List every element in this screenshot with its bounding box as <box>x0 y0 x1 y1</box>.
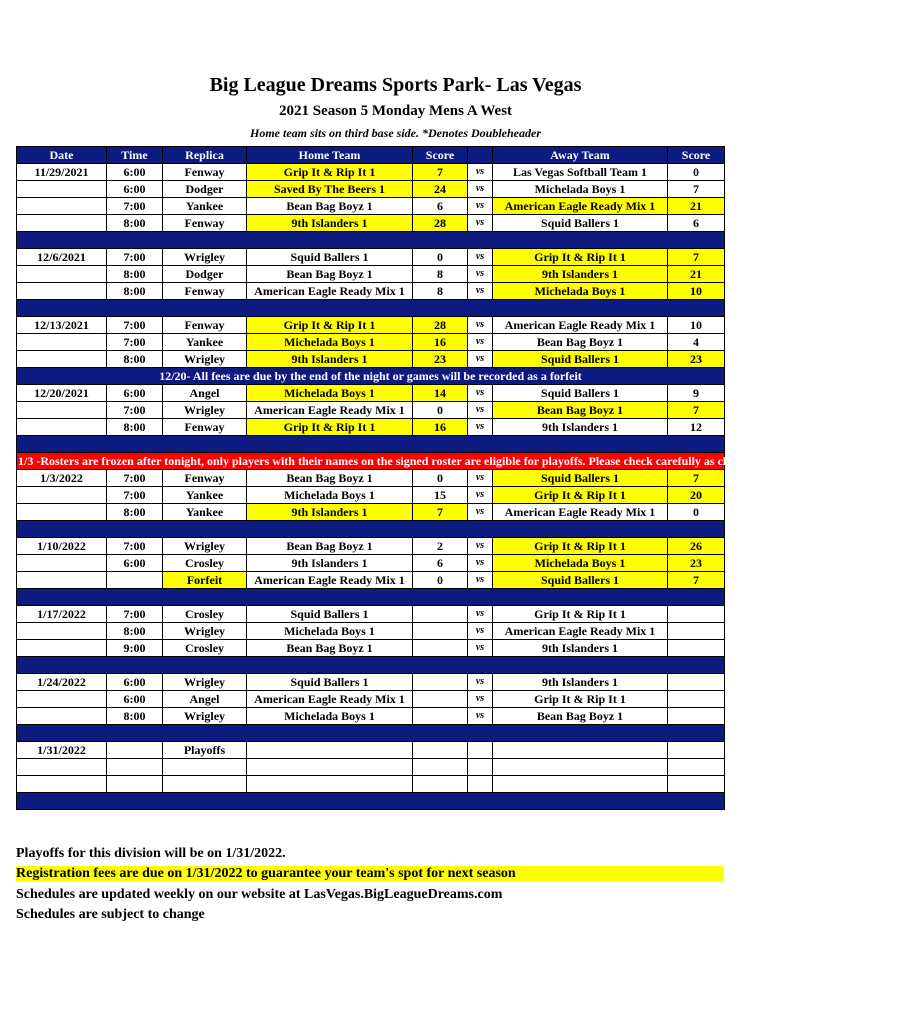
cell-away-team: American Eagle Ready Mix 1 <box>493 317 668 334</box>
cell-away-team: 9th Islanders 1 <box>493 266 668 283</box>
cell-vs: vs <box>468 249 493 266</box>
header-date: Date <box>17 147 107 164</box>
table-row <box>17 198 725 215</box>
table-row <box>17 776 725 793</box>
cell-away-score: 23 <box>668 555 725 572</box>
cell-home-score: 0 <box>413 572 468 589</box>
cell-away-score <box>668 640 725 657</box>
fee-notice-row <box>17 368 725 385</box>
cell-time: 6:00 <box>107 674 163 691</box>
cell-home-team: Bean Bag Boyz 1 <box>247 640 413 657</box>
cell-vs: vs <box>468 555 493 572</box>
cell-time: 8:00 <box>107 708 163 725</box>
cell-replica: Wrigley <box>163 674 247 691</box>
table-row <box>17 538 725 555</box>
cell-replica: Crosley <box>163 640 247 657</box>
roster-alert-row <box>17 453 725 470</box>
cell-replica: Fenway <box>163 164 247 181</box>
cell-replica: Forfeit <box>163 572 247 589</box>
cell-away-score: 21 <box>668 198 725 215</box>
separator-cell <box>17 300 725 317</box>
cell-time: 6:00 <box>107 164 163 181</box>
table-row <box>17 708 725 725</box>
cell-home-team: American Eagle Ready Mix 1 <box>247 691 413 708</box>
separator-cell <box>17 657 725 674</box>
cell-time <box>107 776 163 793</box>
cell-home-score: 0 <box>413 402 468 419</box>
cell-home-team: Michelada Boys 1 <box>247 487 413 504</box>
cell-home-team <box>247 759 413 776</box>
cell-vs: vs <box>468 708 493 725</box>
cell-vs: vs <box>468 181 493 198</box>
cell-away-team: Bean Bag Boyz 1 <box>493 334 668 351</box>
cell-vs: vs <box>468 198 493 215</box>
cell-home-score: 8 <box>413 283 468 300</box>
cell-time: 8:00 <box>107 351 163 368</box>
table-row <box>17 385 725 402</box>
cell-time: 7:00 <box>107 198 163 215</box>
page-subtitle: 2021 Season 5 Monday Mens A West <box>278 103 513 119</box>
cell-home-team: Squid Ballers 1 <box>247 249 413 266</box>
separator-row <box>17 793 725 810</box>
cell-away-score <box>668 606 725 623</box>
cell-time: 8:00 <box>107 504 163 521</box>
cell-home-team: Squid Ballers 1 <box>247 606 413 623</box>
table-row <box>17 181 725 198</box>
cell-home-team: American Eagle Ready Mix 1 <box>247 572 413 589</box>
separator-row <box>17 725 725 742</box>
cell-away-score: 21 <box>668 266 725 283</box>
cell-away-score <box>668 691 725 708</box>
footer-website: Schedules are updated weekly on our website at LasVegas.BigLeagueDreams.com <box>16 887 503 902</box>
cell-date: 12/6/2021 <box>17 249 107 266</box>
cell-vs: vs <box>468 317 493 334</box>
cell-time: 9:00 <box>107 640 163 657</box>
cell-home-team: Bean Bag Boyz 1 <box>247 538 413 555</box>
cell-away-team: 9th Islanders 1 <box>493 419 668 436</box>
cell-away-score: 9 <box>668 385 725 402</box>
cell-date <box>17 198 107 215</box>
cell-away-team: American Eagle Ready Mix 1 <box>493 504 668 521</box>
cell-vs <box>468 759 493 776</box>
cell-time: 7:00 <box>107 334 163 351</box>
cell-home-score: 23 <box>413 351 468 368</box>
cell-vs: vs <box>468 351 493 368</box>
cell-away-team <box>493 759 668 776</box>
cell-home-team: Bean Bag Boyz 1 <box>247 470 413 487</box>
cell-replica <box>163 759 247 776</box>
separator-row <box>17 300 725 317</box>
cell-away-score <box>668 623 725 640</box>
cell-date: 12/13/2021 <box>17 317 107 334</box>
separator-cell <box>17 232 725 249</box>
cell-time: 8:00 <box>107 266 163 283</box>
cell-replica: Wrigley <box>163 351 247 368</box>
cell-home-score <box>413 776 468 793</box>
cell-home-score <box>413 674 468 691</box>
separator-row <box>17 589 725 606</box>
footer-change: Schedules are subject to change <box>16 907 205 922</box>
cell-home-team: American Eagle Ready Mix 1 <box>247 402 413 419</box>
table-row <box>17 759 725 776</box>
cell-time: 6:00 <box>107 555 163 572</box>
cell-away-team: Bean Bag Boyz 1 <box>493 402 668 419</box>
cell-home-score: 6 <box>413 198 468 215</box>
cell-home-team: Michelada Boys 1 <box>247 385 413 402</box>
cell-home-score: 28 <box>413 215 468 232</box>
cell-home-score: 16 <box>413 334 468 351</box>
cell-date <box>17 640 107 657</box>
cell-date <box>17 691 107 708</box>
page-title: Big League Dreams Sports Park- Las Vegas <box>209 74 582 96</box>
cell-away-team: Michelada Boys 1 <box>493 283 668 300</box>
cell-away-score: 10 <box>668 317 725 334</box>
roster-alert-text: 1/3 -Rosters are frozen after tonight, only players with their names on the signed roster are eligible for playoffs. Please check carefully as changes will not be made for omissions. <box>18 454 919 468</box>
table-row <box>17 317 725 334</box>
cell-vs: vs <box>468 215 493 232</box>
cell-replica: Fenway <box>163 215 247 232</box>
cell-home-score: 16 <box>413 419 468 436</box>
cell-home-score <box>413 606 468 623</box>
cell-replica: Yankee <box>163 487 247 504</box>
cell-date <box>17 708 107 725</box>
table-row <box>17 283 725 300</box>
table-row <box>17 249 725 266</box>
header-replica: Replica <box>163 147 247 164</box>
table-row <box>17 674 725 691</box>
cell-home-score <box>413 708 468 725</box>
cell-away-score: 7 <box>668 181 725 198</box>
cell-away-score <box>668 674 725 691</box>
cell-time: 7:00 <box>107 317 163 334</box>
cell-replica: Wrigley <box>163 402 247 419</box>
cell-home-team: Saved By The Beers 1 <box>247 181 413 198</box>
cell-away-team: Michelada Boys 1 <box>493 555 668 572</box>
separator-row <box>17 657 725 674</box>
cell-away-score <box>668 776 725 793</box>
cell-date <box>17 487 107 504</box>
separator-cell <box>17 589 725 606</box>
cell-away-team: American Eagle Ready Mix 1 <box>493 623 668 640</box>
cell-away-score: 10 <box>668 283 725 300</box>
cell-away-score <box>668 708 725 725</box>
cell-time: 6:00 <box>107 691 163 708</box>
separator-row <box>17 232 725 249</box>
table-row <box>17 402 725 419</box>
cell-vs: vs <box>468 623 493 640</box>
table-row <box>17 215 725 232</box>
header-away-score: Score <box>668 147 725 164</box>
cell-away-team: Squid Ballers 1 <box>493 215 668 232</box>
page-note: Home team sits on third base side. *Denotes Doubleheader <box>250 126 541 140</box>
cell-date <box>17 351 107 368</box>
cell-away-team <box>493 742 668 759</box>
cell-vs: vs <box>468 470 493 487</box>
cell-away-score: 12 <box>668 419 725 436</box>
cell-time: 8:00 <box>107 623 163 640</box>
cell-away-score: 23 <box>668 351 725 368</box>
cell-home-team: Grip It & Rip It 1 <box>247 317 413 334</box>
table-row <box>17 606 725 623</box>
cell-vs: vs <box>468 691 493 708</box>
cell-away-team: 9th Islanders 1 <box>493 640 668 657</box>
cell-replica: Yankee <box>163 504 247 521</box>
cell-time <box>107 742 163 759</box>
cell-replica: Dodger <box>163 181 247 198</box>
cell-away-team: Squid Ballers 1 <box>493 470 668 487</box>
cell-vs: vs <box>468 504 493 521</box>
cell-vs: vs <box>468 266 493 283</box>
cell-replica: Playoffs <box>163 742 247 759</box>
cell-home-score: 28 <box>413 317 468 334</box>
cell-home-score <box>413 759 468 776</box>
cell-time: 8:00 <box>107 419 163 436</box>
cell-date: 1/10/2022 <box>17 538 107 555</box>
header-away-team: Away Team <box>493 147 668 164</box>
table-header-row <box>17 147 725 164</box>
cell-home-team: Bean Bag Boyz 1 <box>247 266 413 283</box>
cell-replica <box>163 776 247 793</box>
schedule-body <box>17 164 919 810</box>
cell-away-team: Grip It & Rip It 1 <box>493 606 668 623</box>
cell-away-team: Las Vegas Softball Team 1 <box>493 164 668 181</box>
cell-home-team: Michelada Boys 1 <box>247 623 413 640</box>
cell-home-team: Michelada Boys 1 <box>247 334 413 351</box>
cell-time: 8:00 <box>107 283 163 300</box>
cell-home-score: 0 <box>413 470 468 487</box>
cell-replica: Fenway <box>163 317 247 334</box>
table-row <box>17 266 725 283</box>
cell-vs: vs <box>468 606 493 623</box>
cell-away-score: 7 <box>668 470 725 487</box>
cell-away-score: 20 <box>668 487 725 504</box>
cell-away-score: 7 <box>668 572 725 589</box>
cell-vs <box>468 776 493 793</box>
cell-vs: vs <box>468 402 493 419</box>
cell-away-team: Bean Bag Boyz 1 <box>493 708 668 725</box>
cell-date <box>17 623 107 640</box>
cell-home-team: 9th Islanders 1 <box>247 215 413 232</box>
table-row <box>17 334 725 351</box>
cell-away-score <box>668 759 725 776</box>
cell-date <box>17 759 107 776</box>
cell-away-team: Grip It & Rip It 1 <box>493 538 668 555</box>
separator-cell <box>17 436 725 453</box>
cell-home-score <box>413 691 468 708</box>
cell-replica: Crosley <box>163 555 247 572</box>
cell-away-team: Michelada Boys 1 <box>493 181 668 198</box>
cell-away-team: Squid Ballers 1 <box>493 351 668 368</box>
cell-away-team: Grip It & Rip It 1 <box>493 691 668 708</box>
cell-vs: vs <box>468 334 493 351</box>
cell-replica: Fenway <box>163 419 247 436</box>
table-row <box>17 691 725 708</box>
cell-date <box>17 555 107 572</box>
cell-time <box>107 759 163 776</box>
header-home-team: Home Team <box>247 147 413 164</box>
cell-date <box>17 776 107 793</box>
cell-time: 7:00 <box>107 487 163 504</box>
cell-away-score: 6 <box>668 215 725 232</box>
cell-home-score: 0 <box>413 249 468 266</box>
header-time: Time <box>107 147 163 164</box>
table-row <box>17 351 725 368</box>
cell-home-team: Michelada Boys 1 <box>247 708 413 725</box>
cell-home-score: 8 <box>413 266 468 283</box>
table-row <box>17 623 725 640</box>
cell-date <box>17 572 107 589</box>
cell-vs: vs <box>468 572 493 589</box>
cell-home-score: 7 <box>413 164 468 181</box>
cell-replica: Wrigley <box>163 249 247 266</box>
table-row <box>17 742 725 759</box>
cell-home-score: 2 <box>413 538 468 555</box>
cell-vs: vs <box>468 164 493 181</box>
cell-time: 7:00 <box>107 538 163 555</box>
cell-vs: vs <box>468 385 493 402</box>
cell-replica: Fenway <box>163 283 247 300</box>
separator-row <box>17 521 725 538</box>
cell-vs: vs <box>468 538 493 555</box>
footer-registration: Registration fees are due on 1/31/2022 to guarantee your team's spot for next season <box>16 866 724 882</box>
cell-time: 6:00 <box>107 385 163 402</box>
cell-home-score: 14 <box>413 385 468 402</box>
table-row <box>17 572 725 589</box>
cell-home-team: 9th Islanders 1 <box>247 555 413 572</box>
cell-replica: Wrigley <box>163 623 247 640</box>
cell-date: 1/24/2022 <box>17 674 107 691</box>
cell-home-team <box>247 776 413 793</box>
cell-away-team: Grip It & Rip It 1 <box>493 249 668 266</box>
cell-home-team: Squid Ballers 1 <box>247 674 413 691</box>
cell-replica: Fenway <box>163 470 247 487</box>
schedule-table <box>16 146 919 810</box>
cell-replica: Yankee <box>163 334 247 351</box>
cell-home-score <box>413 742 468 759</box>
header-vs <box>468 147 493 164</box>
cell-away-team: Squid Ballers 1 <box>493 385 668 402</box>
cell-home-score: 15 <box>413 487 468 504</box>
cell-home-team: Grip It & Rip It 1 <box>247 419 413 436</box>
cell-away-score <box>668 742 725 759</box>
cell-away-score: 0 <box>668 504 725 521</box>
cell-away-team: Squid Ballers 1 <box>493 572 668 589</box>
cell-away-score: 7 <box>668 249 725 266</box>
cell-time: 7:00 <box>107 606 163 623</box>
cell-away-score: 4 <box>668 334 725 351</box>
cell-date <box>17 181 107 198</box>
fee-notice-text: 12/20- All fees are due by the end of the night or games will be recorded as a forfeit <box>17 368 725 385</box>
cell-away-team: American Eagle Ready Mix 1 <box>493 198 668 215</box>
cell-date: 1/31/2022 <box>17 742 107 759</box>
cell-vs: vs <box>468 640 493 657</box>
separator-cell <box>17 725 725 742</box>
cell-date: 11/29/2021 <box>17 164 107 181</box>
cell-time: 8:00 <box>107 215 163 232</box>
separator-cell <box>17 793 725 810</box>
cell-home-team: American Eagle Ready Mix 1 <box>247 283 413 300</box>
cell-home-score <box>413 623 468 640</box>
cell-vs: vs <box>468 283 493 300</box>
cell-away-team <box>493 776 668 793</box>
table-row <box>17 504 725 521</box>
footer-playoffs: Playoffs for this division will be on 1/31/2022. <box>16 846 286 861</box>
cell-home-score: 6 <box>413 555 468 572</box>
cell-home-team <box>247 742 413 759</box>
cell-date: 1/3/2022 <box>17 470 107 487</box>
cell-date <box>17 402 107 419</box>
cell-home-team: 9th Islanders 1 <box>247 351 413 368</box>
cell-date: 1/17/2022 <box>17 606 107 623</box>
separator-row <box>17 436 725 453</box>
cell-home-team: Grip It & Rip It 1 <box>247 164 413 181</box>
table-row <box>17 164 725 181</box>
cell-home-score: 24 <box>413 181 468 198</box>
cell-home-team: 9th Islanders 1 <box>247 504 413 521</box>
cell-replica: Dodger <box>163 266 247 283</box>
table-row <box>17 419 725 436</box>
table-row <box>17 640 725 657</box>
cell-vs: vs <box>468 419 493 436</box>
cell-time: 6:00 <box>107 181 163 198</box>
cell-replica: Angel <box>163 691 247 708</box>
cell-time: 7:00 <box>107 402 163 419</box>
cell-date: 12/20/2021 <box>17 385 107 402</box>
cell-replica: Crosley <box>163 606 247 623</box>
header-home-score: Score <box>413 147 468 164</box>
cell-replica: Yankee <box>163 198 247 215</box>
cell-vs: vs <box>468 674 493 691</box>
cell-home-score: 7 <box>413 504 468 521</box>
cell-replica: Wrigley <box>163 708 247 725</box>
cell-away-score: 0 <box>668 164 725 181</box>
cell-date <box>17 334 107 351</box>
table-row <box>17 470 725 487</box>
cell-time: 7:00 <box>107 249 163 266</box>
cell-away-score: 26 <box>668 538 725 555</box>
cell-date <box>17 215 107 232</box>
cell-time: 7:00 <box>107 470 163 487</box>
cell-date <box>17 266 107 283</box>
table-row <box>17 555 725 572</box>
cell-replica: Angel <box>163 385 247 402</box>
cell-time <box>107 572 163 589</box>
cell-vs <box>468 742 493 759</box>
cell-date <box>17 504 107 521</box>
cell-date <box>17 283 107 300</box>
cell-away-score: 7 <box>668 402 725 419</box>
cell-vs: vs <box>468 487 493 504</box>
cell-replica: Wrigley <box>163 538 247 555</box>
cell-date <box>17 419 107 436</box>
cell-home-score <box>413 640 468 657</box>
cell-home-team: Bean Bag Boyz 1 <box>247 198 413 215</box>
cell-away-team: Grip It & Rip It 1 <box>493 487 668 504</box>
separator-cell <box>17 521 725 538</box>
table-row <box>17 487 725 504</box>
cell-away-team: 9th Islanders 1 <box>493 674 668 691</box>
